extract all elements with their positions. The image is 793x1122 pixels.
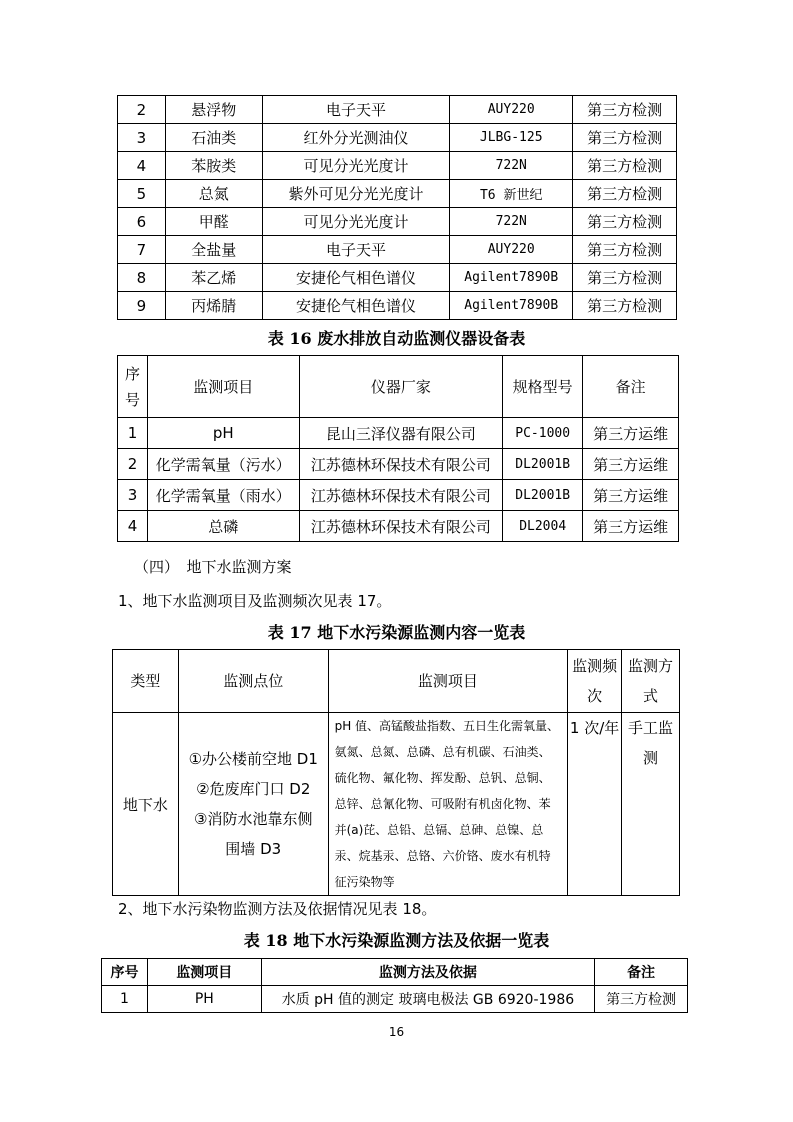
cell-item: 甲醛 <box>165 208 262 236</box>
groundwater-monitoring-table <box>112 649 680 896</box>
col-header-points: 监测点位 <box>178 650 328 713</box>
cell-item: 化学需氧量（污水） <box>147 449 299 480</box>
col-header-no: 序号 <box>102 959 148 986</box>
cell-instrument: 安捷伦气相色谱仪 <box>262 292 450 320</box>
table18-caption: 表 18 地下水污染源监测方法及依据一览表 <box>243 931 550 950</box>
cell-item: 苯胺类 <box>165 152 262 180</box>
cell-item: 总磷 <box>147 511 299 542</box>
col-header-method: 监测方法及依据 <box>261 959 594 986</box>
cell-note: 第三方运维 <box>583 480 679 511</box>
col-header-note: 备注 <box>595 959 688 986</box>
table16-caption: 表 16 废水排放自动监测仪器设备表 <box>267 329 526 348</box>
auto-monitor-table <box>117 355 679 542</box>
point-3: ③消防水池靠东侧 <box>194 810 313 828</box>
cell-instrument: 可见分光光度计 <box>262 152 450 180</box>
cell-method: 手工监测 <box>622 713 680 896</box>
cell-no: 4 <box>118 511 148 542</box>
section-heading: （四） 地下水监测方案 <box>134 558 292 576</box>
cell-item: 化学需氧量（雨水） <box>147 480 299 511</box>
cell-instrument: 电子天平 <box>262 236 450 264</box>
col-header-note: 备注 <box>583 356 679 418</box>
page-number: 16 <box>388 1025 405 1039</box>
col-header-method: 监测方式 <box>622 650 680 713</box>
paragraph-2: 2、地下水污染物监测方法及依据情况见表 18。 <box>118 900 437 918</box>
cell-no: 7 <box>118 236 166 264</box>
cell-maker: 江苏德林环保技术有限公司 <box>299 511 503 542</box>
table-header-row <box>102 959 688 986</box>
paragraph-1: 1、地下水监测项目及监测频次见表 17。 <box>118 592 392 610</box>
table-row <box>113 713 680 896</box>
point-1: ①办公楼前空地 D1 <box>188 750 318 768</box>
cell-item: 石油类 <box>165 124 262 152</box>
cell-no: 2 <box>118 449 148 480</box>
cell-item: 总氮 <box>165 180 262 208</box>
col-header-maker: 仪器厂家 <box>299 356 503 418</box>
table-header-row <box>113 650 680 713</box>
cell-model: DL2001B <box>503 480 583 511</box>
cell-model: 722N <box>450 152 573 180</box>
table-row <box>102 986 688 1013</box>
col-header-model: 规格型号 <box>503 356 583 418</box>
col-header-no: 序号 <box>118 356 148 418</box>
cell-model: 722N <box>450 208 573 236</box>
cell-note: 第三方运维 <box>583 511 679 542</box>
cell-note: 第三方检测 <box>573 236 677 264</box>
cell-no: 6 <box>118 208 166 236</box>
table-row <box>118 96 677 124</box>
cell-instrument: 红外分光测油仪 <box>262 124 450 152</box>
cell-note: 第三方检测 <box>573 180 677 208</box>
cell-note: 第三方检测 <box>595 986 688 1013</box>
table-row <box>118 152 677 180</box>
col-header-items: 监测项目 <box>328 650 568 713</box>
cell-maker: 昆山三泽仪器有限公司 <box>299 418 503 449</box>
cell-item: PH <box>147 986 261 1013</box>
cell-maker: 江苏德林环保技术有限公司 <box>299 449 503 480</box>
table-row <box>118 418 679 449</box>
table-header-row <box>118 356 679 418</box>
cell-note: 第三方运维 <box>583 418 679 449</box>
cell-type: 地下水 <box>113 713 179 896</box>
table-row <box>118 180 677 208</box>
equipment-table-continued <box>117 95 677 320</box>
cell-note: 第三方检测 <box>573 96 677 124</box>
cell-instrument: 安捷伦气相色谱仪 <box>262 264 450 292</box>
table-row <box>118 292 677 320</box>
cell-item: 全盐量 <box>165 236 262 264</box>
table-row <box>118 449 679 480</box>
cell-model: DL2004 <box>503 511 583 542</box>
cell-item: pH <box>147 418 299 449</box>
cell-no: 8 <box>118 264 166 292</box>
cell-model: T6 新世纪 <box>450 180 573 208</box>
table-row <box>118 236 677 264</box>
col-header-type: 类型 <box>113 650 179 713</box>
cell-note: 第三方运维 <box>583 449 679 480</box>
cell-no: 1 <box>102 986 148 1013</box>
cell-note: 第三方检测 <box>573 292 677 320</box>
cell-model: AUY220 <box>450 96 573 124</box>
cell-no: 1 <box>118 418 148 449</box>
point-4: 围墙 D3 <box>225 840 282 858</box>
cell-instrument: 电子天平 <box>262 96 450 124</box>
cell-item: 悬浮物 <box>165 96 262 124</box>
col-header-freq: 监测频次 <box>568 650 622 713</box>
cell-item: 丙烯腈 <box>165 292 262 320</box>
cell-model: AUY220 <box>450 236 573 264</box>
cell-items: pH 值、高锰酸盐指数、五日生化需氧量、氨氮、总氮、总磷、总有机碳、石油类、硫化物、氟化物、挥发酚、总钒、总铜、总锌、总氰化物、可吸附有机卤化物、苯并(a)芘、总铅、总镉、总砷、总镍、总汞、烷基汞、总铬、六价铬、废水有机特征污染物等 <box>328 713 568 896</box>
col-header-item: 监测项目 <box>147 959 261 986</box>
cell-model: PC-1000 <box>503 418 583 449</box>
cell-note: 第三方检测 <box>573 124 677 152</box>
cell-model: DL2001B <box>503 449 583 480</box>
table-row <box>118 480 679 511</box>
cell-note: 第三方检测 <box>573 208 677 236</box>
table-row <box>118 511 679 542</box>
cell-no: 4 <box>118 152 166 180</box>
col-header-item: 监测项目 <box>147 356 299 418</box>
cell-maker: 江苏德林环保技术有限公司 <box>299 480 503 511</box>
cell-instrument: 可见分光光度计 <box>262 208 450 236</box>
cell-freq: 1 次/年 <box>568 713 622 896</box>
table-row <box>118 264 677 292</box>
point-2: ②危废库门口 D2 <box>196 780 311 798</box>
cell-method: 水质 pH 值的测定 玻璃电极法 GB 6920-1986 <box>261 986 594 1013</box>
cell-note: 第三方检测 <box>573 152 677 180</box>
cell-item: 苯乙烯 <box>165 264 262 292</box>
table-row <box>118 124 677 152</box>
cell-note: 第三方检测 <box>573 264 677 292</box>
cell-model: JLBG-125 <box>450 124 573 152</box>
cell-model: Agilent7890B <box>450 292 573 320</box>
cell-model: Agilent7890B <box>450 264 573 292</box>
cell-no: 3 <box>118 480 148 511</box>
table17-caption: 表 17 地下水污染源监测内容一览表 <box>267 623 526 642</box>
cell-points <box>178 713 328 896</box>
cell-no: 9 <box>118 292 166 320</box>
cell-no: 5 <box>118 180 166 208</box>
cell-no: 3 <box>118 124 166 152</box>
table-row <box>118 208 677 236</box>
method-table <box>101 958 688 1013</box>
cell-no: 2 <box>118 96 166 124</box>
cell-instrument: 紫外可见分光光度计 <box>262 180 450 208</box>
